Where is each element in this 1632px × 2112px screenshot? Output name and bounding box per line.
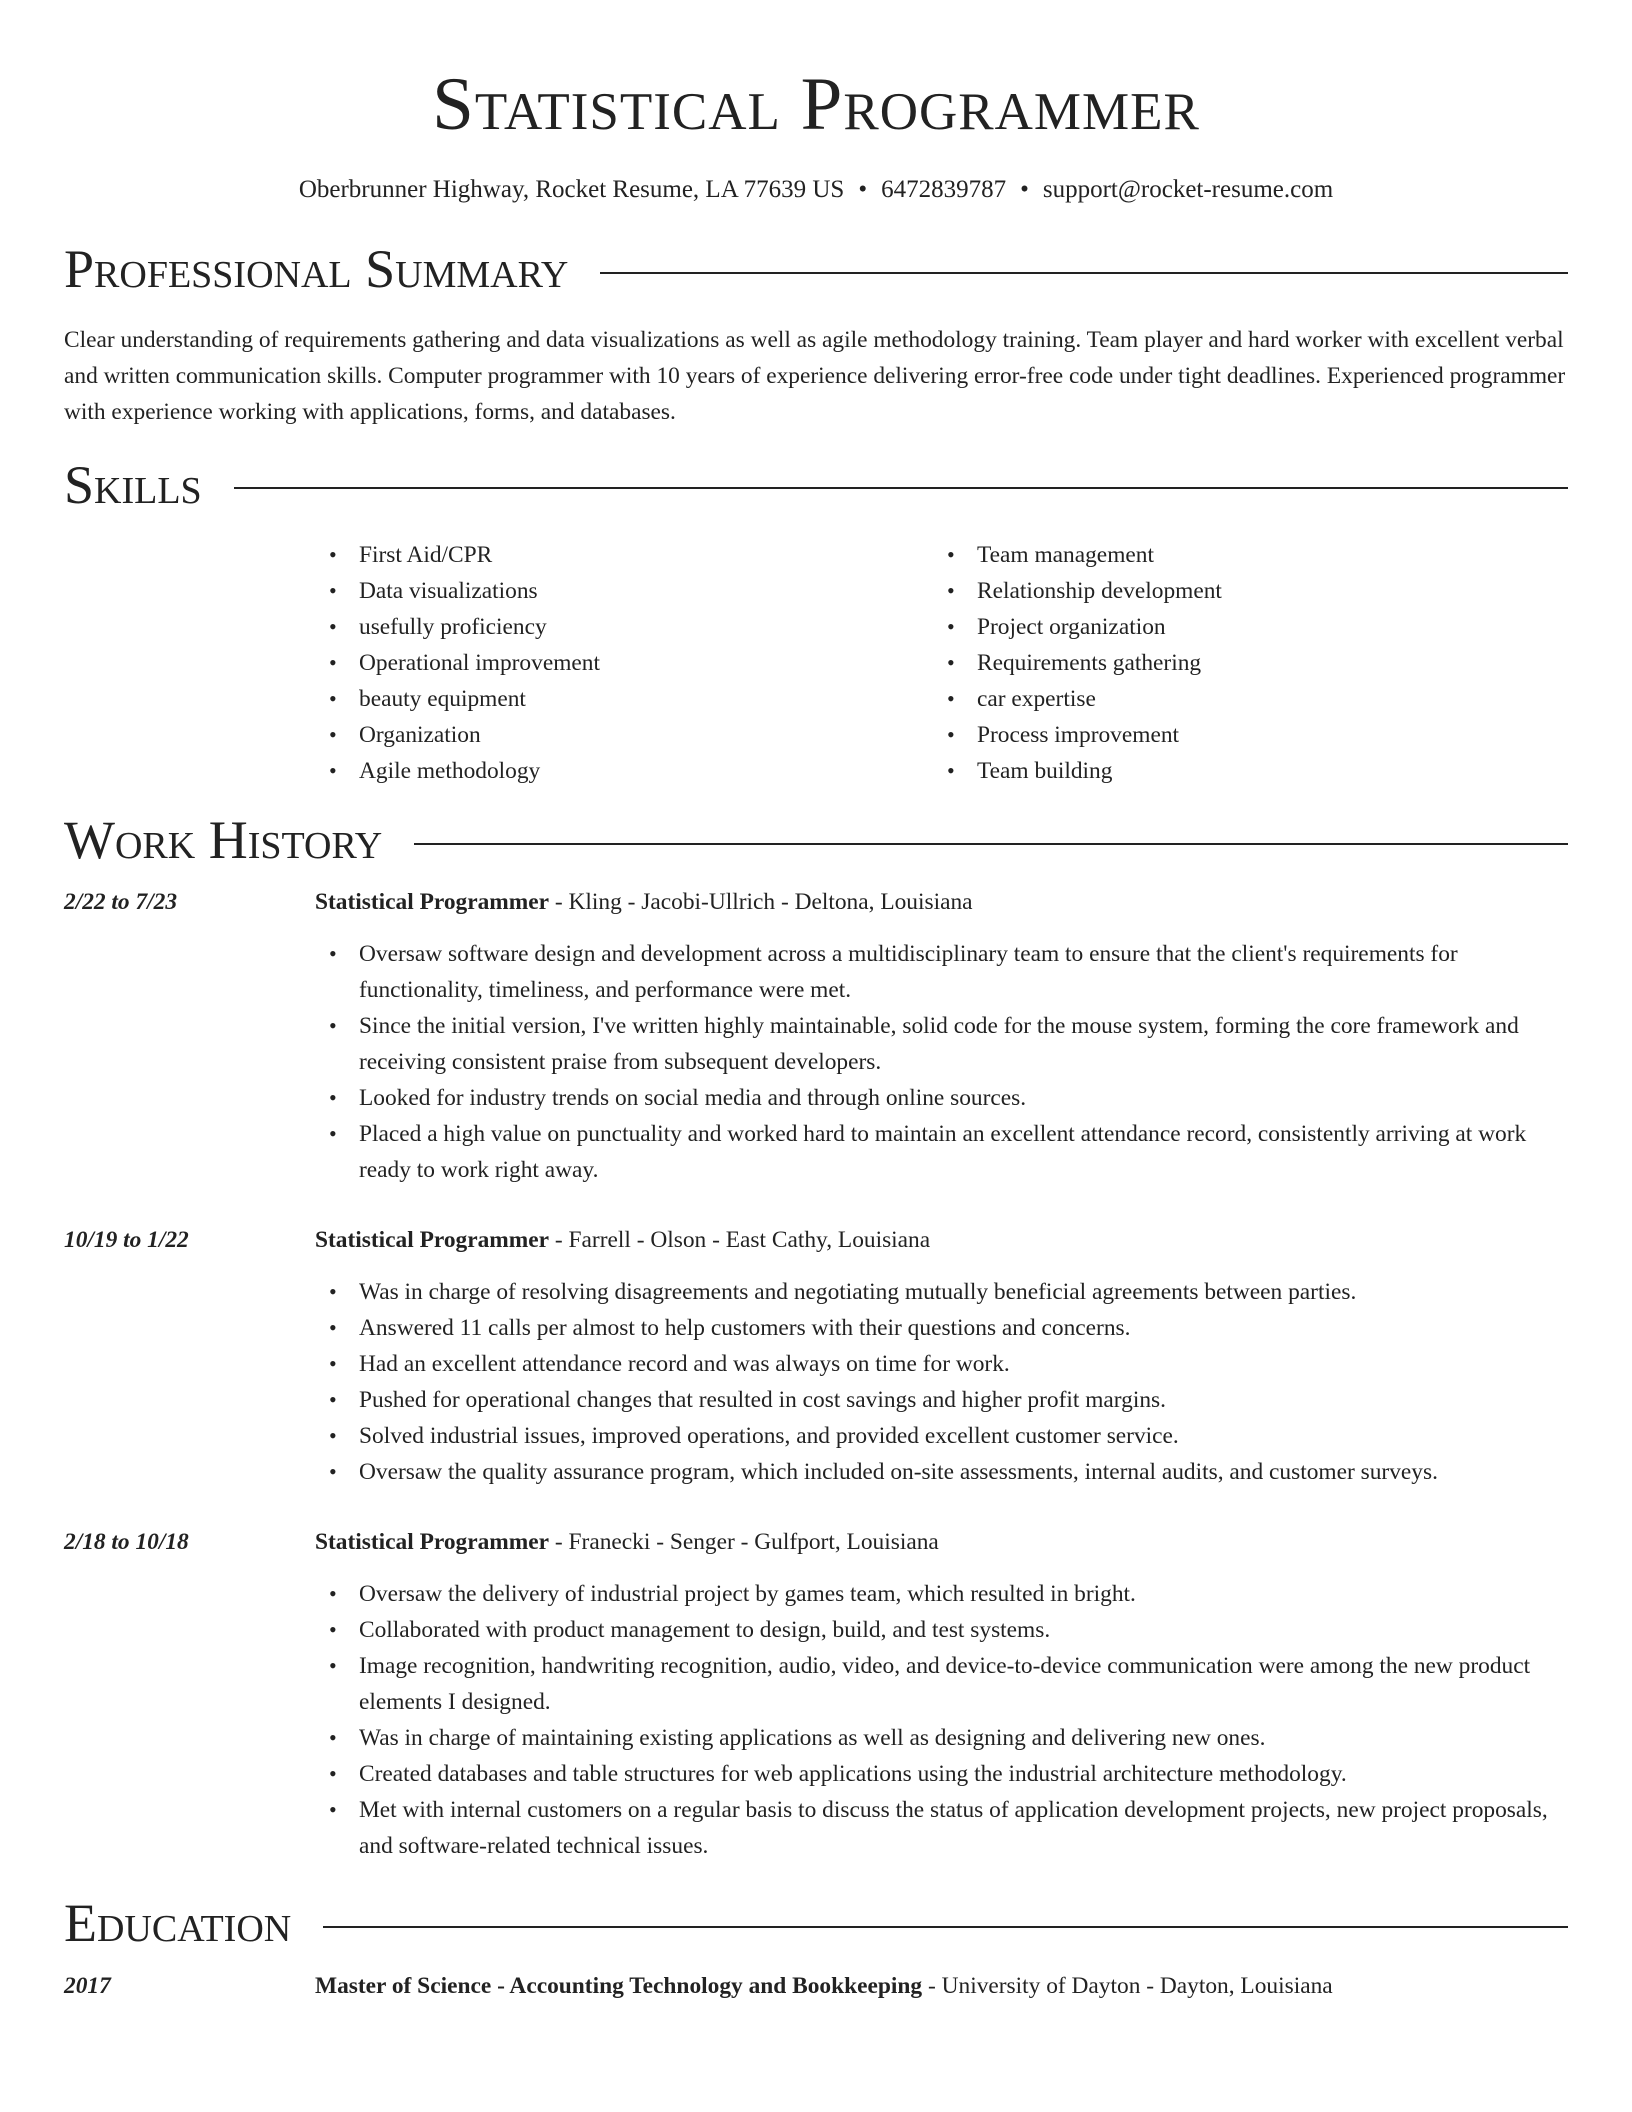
contact-address: Oberbrunner Highway, Rocket Resume, LA 77639 US <box>298 176 845 204</box>
summary-text: Clear understanding of requirements gathering and data visualizations as well as agile methodology training. Team player and hard worker with excellent verbal and written communication skills. Computer programmer with 10 years of experience delivering error-free code under tight deadlines. Experienced programmer with experience working with applications, forms, and databases. <box>64 326 1566 425</box>
work-section-title: Work History <box>64 810 383 871</box>
job-dates: 2/18 to 10/18 <box>64 1529 189 1556</box>
job-dates: 10/19 to 1/22 <box>64 1227 189 1254</box>
skills-column-left <box>315 537 933 789</box>
job-bullet: • Image recognition, handwriting recognition, audio, video, and device-to-device communication were among the new product elements I designed. <box>315 1648 1568 1720</box>
job-bullet: • Since the initial version, I've written highly maintainable, solid code for the mouse system, forming the core framework and receiving consistent praise from subsequent developers. <box>315 1008 1568 1080</box>
skill-item: • Organization <box>315 717 933 753</box>
job-bullet: • Created databases and table structures for web applications using the industrial architecture methodology. <box>315 1756 1568 1792</box>
job-bullet: • Oversaw the quality assurance program, which included on-site assessments, internal audits, and customer surveys. <box>315 1454 1568 1490</box>
job-details: - Kling - Jacobi-Ullrich - Deltona, Louisiana <box>549 889 973 916</box>
job-entry <box>64 1524 1568 1864</box>
skill-item: • car expertise <box>933 681 1551 717</box>
education-year: 2017 <box>64 1972 111 1999</box>
job-bullet: • Answered 11 calls per almost to help customers with their questions and concerns. <box>315 1310 1568 1346</box>
summary-section-title: Professional Summary <box>64 239 569 300</box>
skill-item: • Data visualizations <box>315 573 933 609</box>
contact-email: support@rocket-resume.com <box>1042 176 1334 204</box>
job-body <box>315 884 1568 1188</box>
job-body <box>315 1524 1568 1864</box>
job-bullets <box>315 1274 1568 1490</box>
contact-separator: • <box>1020 176 1029 204</box>
skill-item: • Team building <box>933 753 1551 789</box>
job-title-line <box>315 884 1568 920</box>
job-body <box>315 1222 1568 1490</box>
job-bullet: • Oversaw the delivery of industrial project by games team, which resulted in bright. <box>315 1576 1568 1612</box>
contact-line <box>64 176 1568 204</box>
job-bullet: • Met with internal customers on a regular basis to discuss the status of application development projects, new project proposals, and software-related technical issues. <box>315 1792 1568 1864</box>
skill-item: • Agile methodology <box>315 753 933 789</box>
section-divider <box>323 1926 1568 1928</box>
job-bullet: • Oversaw software design and development across a multidisciplinary team to ensure that the client's requirements for functionality, timeliness, and performance were met. <box>315 936 1568 1008</box>
skill-item: • First Aid/CPR <box>315 537 933 573</box>
education-section-header <box>64 1894 1568 1953</box>
job-entry <box>64 884 1568 1188</box>
contact-separator: • <box>858 176 868 204</box>
education-school: - University of Dayton - Dayton, Louisiana <box>922 1972 1333 1999</box>
job-bullet: • Was in charge of maintaining existing applications as well as designing and delivering new ones. <box>315 1720 1568 1756</box>
education-line <box>315 1968 1568 2004</box>
job-role: Statistical Programmer <box>315 1227 550 1254</box>
job-bullet: • Had an excellent attendance record and was always on time for work. <box>315 1346 1568 1382</box>
job-details: - Franecki - Senger - Gulfport, Louisiana <box>549 1529 939 1556</box>
skill-item: • Project organization <box>933 609 1551 645</box>
skill-item: • Requirements gathering <box>933 645 1551 681</box>
education-section-title: Education <box>64 1893 292 1954</box>
job-role: Statistical Programmer <box>315 1529 550 1556</box>
job-entry <box>64 1222 1568 1490</box>
skills-section-title: Skills <box>64 454 202 515</box>
skill-item: • Team management <box>933 537 1551 573</box>
job-bullets <box>315 936 1568 1188</box>
skill-item: • usefully proficiency <box>315 609 933 645</box>
job-bullet: • Collaborated with product management to design, build, and test systems. <box>315 1612 1568 1648</box>
job-bullet: • Pushed for operational changes that resulted in cost savings and higher profit margins. <box>315 1382 1568 1418</box>
job-bullet: • Solved industrial issues, improved operations, and provided excellent customer service. <box>315 1418 1568 1454</box>
education-body <box>315 1968 1568 2004</box>
job-bullets <box>315 1576 1568 1864</box>
contact-phone: 6472839787 <box>881 176 1007 204</box>
work-section-header <box>64 811 1568 870</box>
job-title-line <box>315 1222 1568 1258</box>
skill-item: • beauty equipment <box>315 681 933 717</box>
skill-item: • Relationship development <box>933 573 1551 609</box>
section-divider <box>600 272 1568 274</box>
skills-column-right <box>933 537 1551 789</box>
job-bullet: • Looked for industry trends on social media and through online sources. <box>315 1080 1568 1116</box>
summary-section-header <box>64 240 1568 299</box>
education-degree: Master of Science - Accounting Technology and Bookkeeping <box>315 1972 923 1999</box>
resume-name: Statistical Programmer <box>432 63 1200 146</box>
job-details: - Farrell - Olson - East Cathy, Louisiana <box>549 1227 931 1254</box>
skill-item: • Process improvement <box>933 717 1551 753</box>
section-divider <box>414 843 1568 845</box>
job-bullet: • Placed a high value on punctuality and worked hard to maintain an excellent attendance record, consistently arriving at work ready to work right away. <box>315 1116 1568 1188</box>
job-role: Statistical Programmer <box>315 889 550 916</box>
section-divider <box>234 487 1568 489</box>
skills-section-header <box>64 456 1568 515</box>
job-bullet: • Was in charge of resolving disagreements and negotiating mutually beneficial agreements between parties. <box>315 1274 1568 1310</box>
education-entry <box>64 1968 1568 2004</box>
job-title-line <box>315 1524 1568 1560</box>
skill-item: • Operational improvement <box>315 645 933 681</box>
skills-list <box>315 537 1568 789</box>
job-dates: 2/22 to 7/23 <box>64 889 178 916</box>
